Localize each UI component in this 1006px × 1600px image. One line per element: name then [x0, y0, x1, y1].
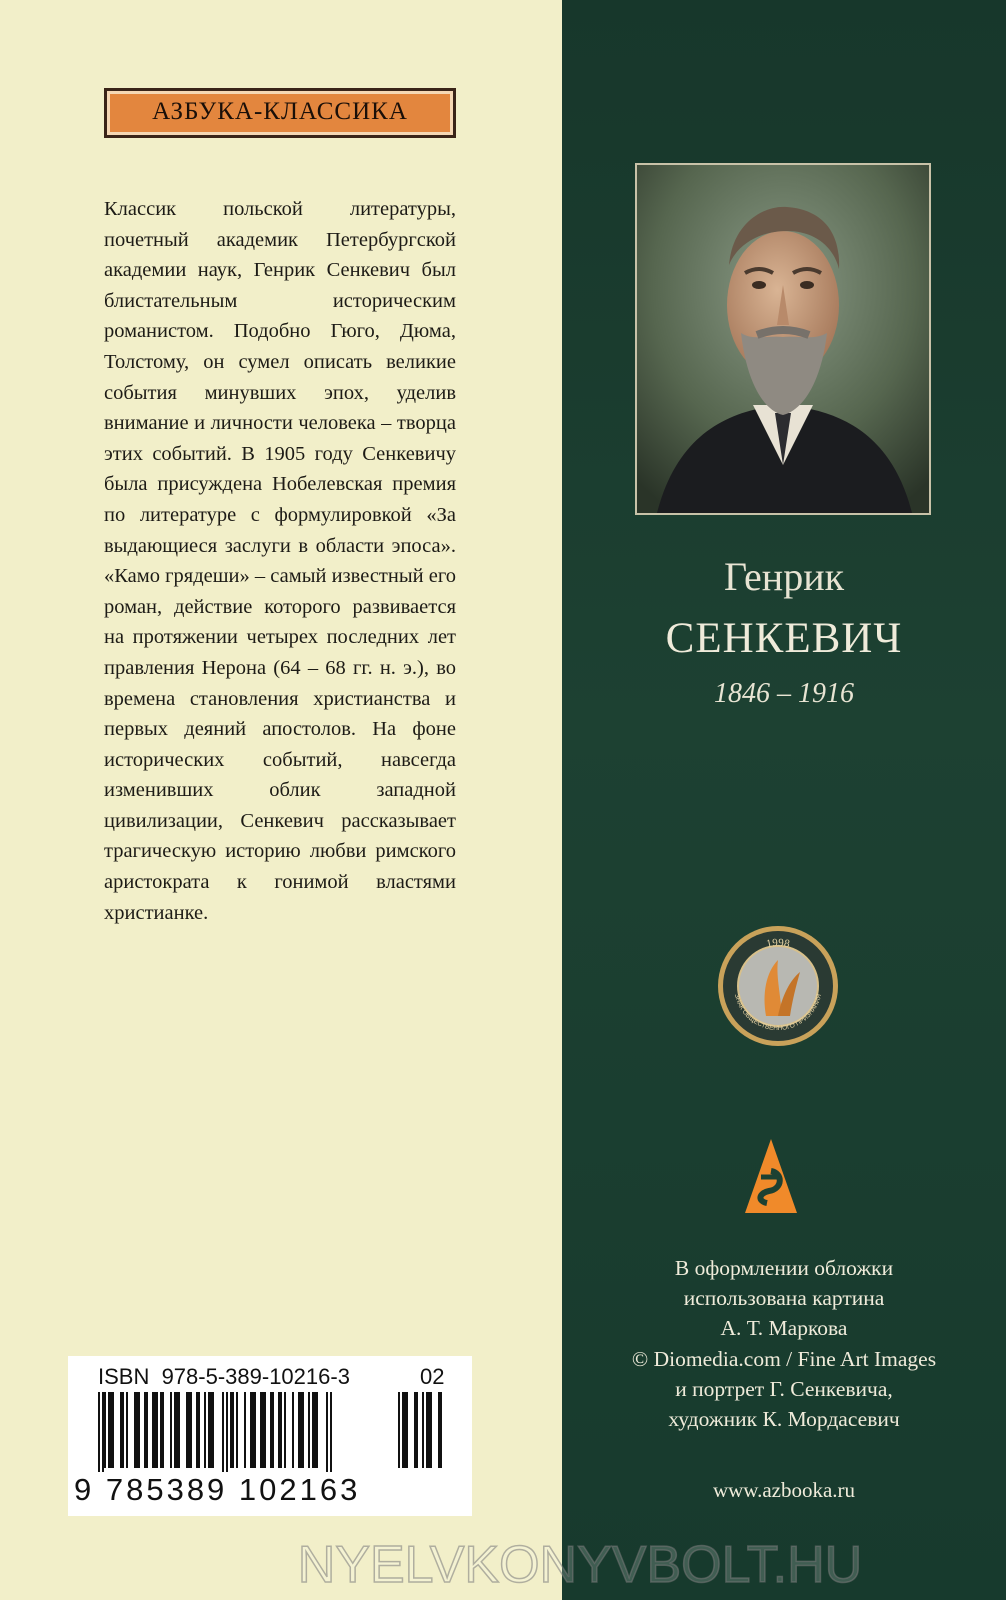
barcode-bar	[244, 1392, 246, 1468]
barcode-addon-bar	[398, 1392, 400, 1468]
barcode-addon-bar	[426, 1392, 432, 1468]
isbn-label: ISBN 978-5-389-10216-3	[98, 1364, 350, 1389]
series-name: АЗБУКА-КЛАССИКА	[152, 98, 408, 125]
seal-text: ЗНАК ОБЩЕСТВЕННОГО ПРИЗНАНИЯ	[732, 993, 824, 1033]
cover-credits	[562, 1253, 1006, 1434]
barcode-addon-bar	[414, 1392, 418, 1468]
barcode-block	[68, 1356, 472, 1516]
barcode-bar	[170, 1392, 172, 1468]
series-badge	[104, 88, 456, 138]
barcode-bar	[134, 1392, 140, 1468]
barcode-addon-bar	[438, 1392, 442, 1468]
barcode-bar	[236, 1392, 238, 1468]
barcode-bar	[126, 1392, 128, 1468]
barcode-addon-bar	[422, 1392, 424, 1468]
author-portrait	[635, 163, 931, 515]
barcode-addon-bar	[402, 1392, 408, 1468]
author-life-dates: 1846 – 1916	[714, 678, 854, 709]
author-first-name: Генрик	[723, 554, 845, 599]
credits-line-6: художник К. Мордасевич	[668, 1407, 900, 1432]
barcode-bar	[226, 1392, 228, 1472]
barcode-bar	[98, 1392, 100, 1472]
barcode-bar	[104, 1392, 106, 1468]
publisher-website: www.azbooka.ru	[712, 1478, 856, 1502]
barcode-bars	[98, 1392, 458, 1472]
barcode-bar	[196, 1392, 200, 1468]
azbuka-logo-icon	[743, 1137, 799, 1215]
watermark-text: NYELVKONYVBOLT.HU	[297, 1536, 863, 1594]
credits-line-5: и портрет Г. Сенкевича,	[675, 1376, 893, 1401]
barcode-bar	[230, 1392, 234, 1468]
barcode-bar	[144, 1392, 148, 1468]
barcode-bar	[292, 1392, 294, 1468]
barcode-bar	[298, 1392, 304, 1468]
seal-year: 1998	[765, 936, 791, 951]
barcode-bar	[174, 1392, 180, 1468]
barcode-bar	[250, 1392, 256, 1468]
barcode-bar	[120, 1392, 124, 1468]
barcode-bar	[270, 1392, 274, 1468]
book-description: Классик польской литературы, почетный академик Петербургской академии наук, Генрик Сенкевич был блистательным историческим романистом. Подобно Гюго, Дюма, Толстому, он сумел описать великие события минувших эпох, уделив внимание и личности человека – творца этих событий. В 1905 году Сенкевичу была присуждена Нобелевская премия по литературе с формулировкой «За выдающиеся заслуги в области эпоса». «Камо грядеши» – самый известный его роман, действие которого развивается на протяжении четырех последних лет правления Нерона (64 – 68 гг. н. э.), во времена становления христианства и первых деяний апостолов. На фоне исторических событий, навсегда изменивших облик западной цивилизации, Сенкевич рассказывает трагическую историю любви римского аристократа к гонимой властями христианке.	[104, 198, 456, 924]
barcode-digits: 9 785389 102163	[74, 1472, 361, 1507]
credits-line-4: © Diomedia.com / Fine Art Images	[631, 1346, 937, 1371]
barcode-bar	[308, 1392, 310, 1468]
barcode-bar	[330, 1392, 332, 1472]
barcode-bar	[260, 1392, 266, 1468]
barcode-bar	[160, 1392, 164, 1468]
barcode-bar	[278, 1392, 282, 1468]
shop-watermark	[230, 1534, 930, 1594]
barcode-bar	[222, 1392, 224, 1472]
isbn-addon: 02	[420, 1364, 445, 1389]
barcode-bar	[186, 1392, 192, 1468]
barcode-bar	[102, 1392, 104, 1472]
barcode-bar	[204, 1392, 206, 1468]
author-last-name: СЕНКЕВИЧ	[665, 615, 903, 662]
barcode-bar	[208, 1392, 214, 1468]
credits-line-3: А. Т. Маркова	[720, 1316, 848, 1341]
public-recognition-seal	[716, 924, 840, 1048]
barcode-bar	[108, 1392, 114, 1468]
credits-line-2: использована картина	[683, 1286, 885, 1311]
barcode-bar	[284, 1392, 286, 1468]
credits-line-1: В оформлении обложки	[674, 1256, 894, 1280]
barcode-bar	[152, 1392, 158, 1468]
barcode-bar	[312, 1392, 318, 1468]
barcode-bar	[326, 1392, 328, 1472]
